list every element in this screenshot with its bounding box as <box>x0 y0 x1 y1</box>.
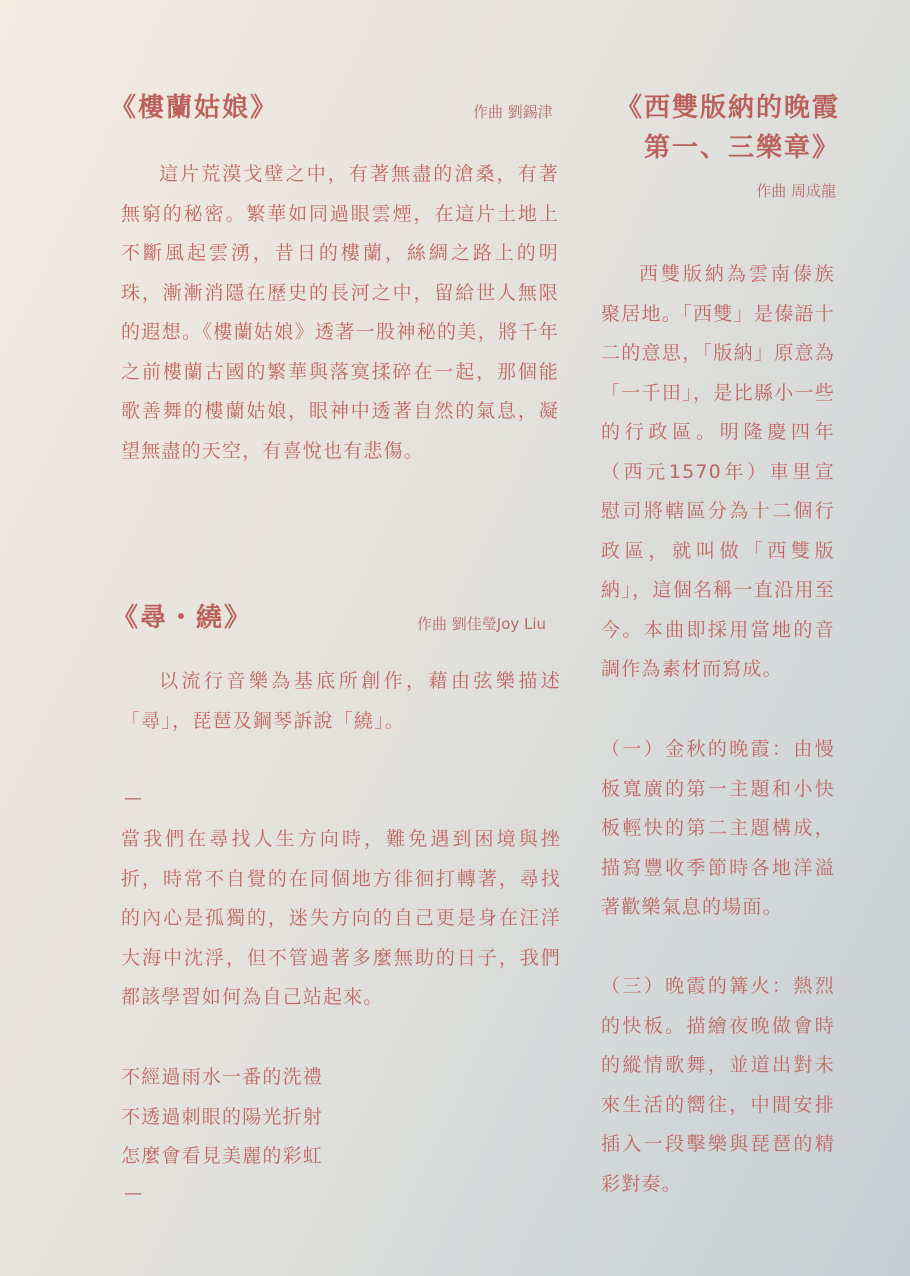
loulan-description: 這片荒漠戈壁之中，有著無盡的滄桑，有著無窮的秘密。繁華如同過眼雲煙，在這片土地上不斷風起雲湧，昔日的樓蘭，絲綢之路上的明珠，漸漸消隱在歷史的長河之中，留給世人無限的遐想。《樓蘭姑娘》透著一股神秘的美，將千年之前樓蘭古國的繁華與落寞揉碎在一起，那個能歌善舞的樓蘭姑娘，眼神中透著自然的氣息，凝望無盡的天空，有喜悅也有悲傷。 <box>121 163 559 462</box>
xishuangbanna-composer: 作曲 周成龍 <box>756 182 836 200</box>
xishuangbanna-title-line-2: 第一、三樂章》 <box>643 133 840 163</box>
xun-rao-description: 以流行音樂為基底所創作，藉由弦樂描述「尋」，琵琶及鋼琴訴說「繞」。 <box>121 670 561 732</box>
xun-rao-title: 《尋・繞》 <box>112 603 253 633</box>
loulan-composer: 作曲 劉錫津 <box>473 103 553 121</box>
poem-line-3: 怎麼會看見美麗的彩虹 <box>121 1145 324 1167</box>
movement-3-description: （三）晚霞的篝火：熱烈的快板。描繪夜晚做會時的縱情歌舞，並道出對未來生活的嚮往，中間安排插入一段擊樂與琵琶的精彩對奏。 <box>601 975 835 1195</box>
xishuangbanna-title-line-1: 《西雙版納的晚霞 <box>615 93 840 123</box>
xun-rao-poem <box>121 1058 561 1177</box>
divider-dash-bottom: — <box>124 1183 142 1204</box>
poem-line-1: 不經過雨水一番的洗禮 <box>121 1066 324 1088</box>
xishuangbanna-description: 西雙版納為雲南傣族聚居地。「西雙」是傣語十二的意思，「版納」原意為「一千田」，是比縣小一些的行政區。明隆慶四年 （西元1570年）車里宣慰司將轄區分為十二個行政區，就叫做「西雙版納」，這個名稱一直沿用至今。本曲即採用當地的音調作為素材而寫成。 <box>601 263 856 680</box>
movement-1-description: （一）金秋的晚霞：由慢板寬廣的第一主題和小快板輕快的第二主題構成，描寫豐收季節時各地洋溢著歡樂氣息的場面。 <box>601 738 835 918</box>
poem-line-2: 不透過刺眼的陽光折射 <box>121 1105 324 1128</box>
xun-rao-composer: 作曲 劉佳瑩Joy Liu <box>417 615 547 633</box>
loulan-title: 《樓蘭姑娘》 <box>110 93 279 123</box>
xun-rao-reflection: 當我們在尋找人生方向時，難免遇到困境與挫折，時常不自覺的在同個地方徘徊打轉著，尋找的內心是孤獨的，迷失方向的自己更是身在汪洋大海中沈浮，但不管過著多麼無助的日子，我們都該學習如何為自己站起來。 <box>121 828 561 1008</box>
divider-dash-top: — <box>124 788 142 809</box>
